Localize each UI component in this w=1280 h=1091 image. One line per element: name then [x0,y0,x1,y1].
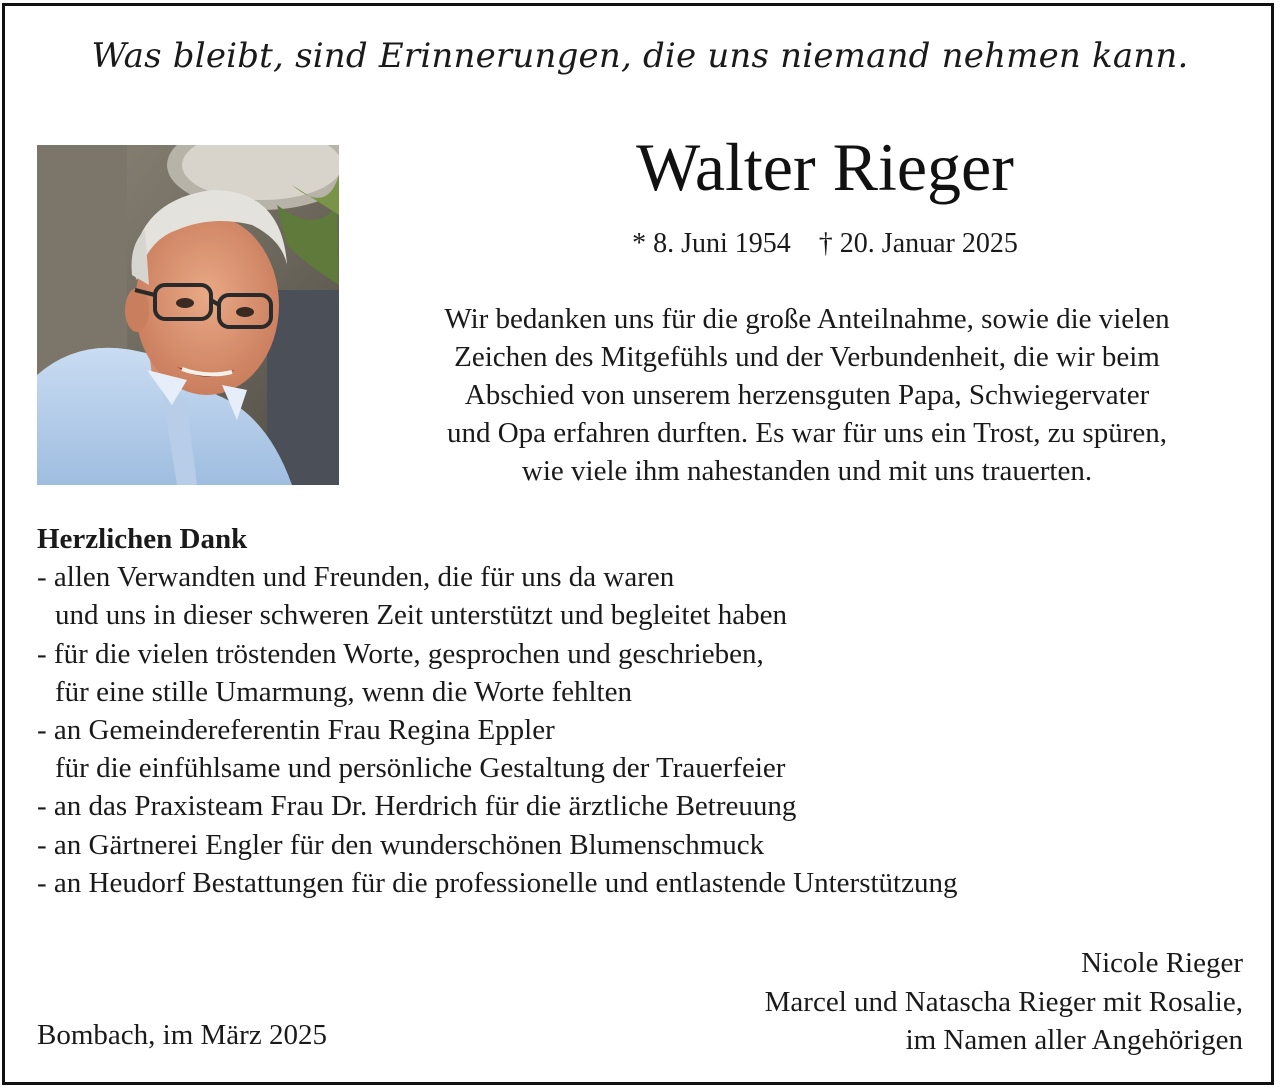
death-date: † 20. Januar 2025 [818,228,1018,259]
gratitude-line: - allen Verwandten und Freunden, die für uns da waren [37,561,675,594]
deceased-name: Walter Rieger [636,129,1014,205]
gratitude-line: und uns in dieser schweren Zeit unterstützt und begleitet haben [55,599,788,632]
motto-quote: Was bleibt, sind Erinnerungen, die uns niemand nehmen kann. [91,36,1189,76]
signers-block [543,944,1243,1060]
signer-line: im Namen aller Angehörigen [905,1024,1243,1056]
thanks-line: Abschied von unserem herzensguten Papa, Schwiegervater [464,379,1150,411]
gratitude-line: - an Gärtnerei Engler für den wunderschönen Blumenschmuck [37,828,765,861]
gratitude-line: für eine stille Umarmung, wenn die Worte fehlten [55,675,632,708]
thanks-paragraph [362,300,1252,490]
birth-date: * 8. Juni 1954 [632,228,791,259]
signer-line: Marcel und Natascha Rieger mit Rosalie, [764,985,1243,1018]
portrait-photo [37,145,339,485]
thanks-line: Zeichen des Mitgefühls und der Verbundenheit, die wir beim [454,341,1160,373]
gratitude-heading: Herzlichen Dank [37,523,248,555]
gratitude-line: - an das Praxisteam Frau Dr. Herdrich für die ärztliche Betreuung [37,790,797,823]
gratitude-line: - für die vielen tröstenden Worte, gesprochen und geschrieben, [37,637,764,670]
signer-line: Nicole Rieger [1081,947,1243,979]
gratitude-line: für die einfühlsame und persönliche Gestaltung der Trauerfeier [55,752,786,785]
thanks-line: Wir bedanken uns für die große Anteilnahme, sowie die vielen [444,303,1170,335]
gratitude-line: - an Heudorf Bestattungen für die professionelle und entlastende Unterstützung [37,866,958,899]
thanks-line: wie viele ihm nahestanden und mit uns trauerten. [521,455,1093,487]
thanks-line: und Opa erfahren durften. Es war für uns ein Trost, zu spüren, [446,417,1167,449]
life-dates [520,228,1130,260]
place-and-date: Bombach, im März 2025 [37,1019,327,1051]
gratitude-line: - an Gemeindereferentin Frau Regina Eppler [37,714,555,747]
gratitude-list [37,520,1237,902]
